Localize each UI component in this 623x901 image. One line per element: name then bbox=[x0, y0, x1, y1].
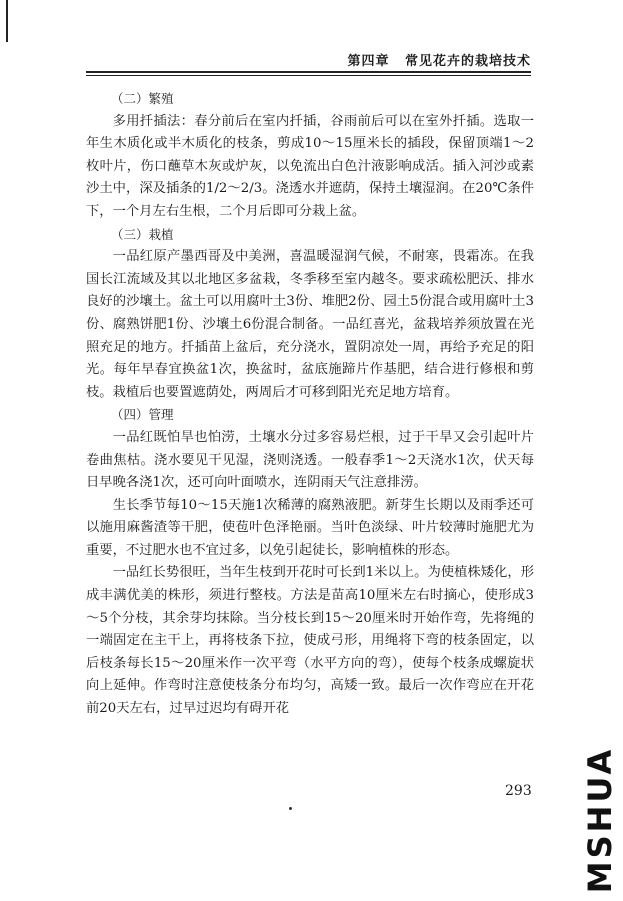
header-rule-thin bbox=[86, 75, 531, 76]
body-text bbox=[86, 88, 534, 721]
header-title: 常见花卉的栽培技术 bbox=[404, 54, 531, 69]
page-number: 293 bbox=[505, 783, 532, 799]
watermark-text: MSHUA bbox=[581, 746, 619, 894]
paragraph: 生长季节每10～15天施1次稀薄的腐熟液肥。新芽生长期以及雨季还可以施用麻酱渣等干肥，使苞叶色泽艳丽。当叶色淡绿、叶片较薄时施肥尤为重要，不过肥水也不宜过多，以免引起徒长，影响植株的形态。 bbox=[86, 497, 534, 558]
paragraph: 多用扦插法：春分前后在室内扦插，谷雨前后可以在室外扦插。选取一年生木质化或半木质化的枝条，剪成10～15厘米长的插段，保留顶端1～2枚叶片，伤口蘸草木灰或炉灰，以免流出白色汁液影响成活。插入河沙或素沙土中，深及插条的1/2～2/3。浇透水并遮荫，保持土壤湿润。在20℃条件下，一个月左右生根，二个月后即可分栽上盆。 bbox=[86, 113, 534, 219]
section-heading-management: （四）管理 bbox=[111, 407, 174, 423]
section-heading-propagation: （二）繁殖 bbox=[111, 91, 174, 106]
paragraph: 一品红原产墨西哥及中美洲，喜温暖湿润气候，不耐寒，畏霜冻。在我国长江流域及其以北地区多盆栽，冬季移至室内越冬。要求疏松肥沃、排水良好的沙壤土。盆土可以用腐叶土3份、堆肥2份、园土5份混合或用腐叶土3份、腐熟饼肥1份、沙壤土6份混合制备。一品红喜光，盆栽培养须放置在光照充足的地方。扦插苗上盆后，充分浇水，置阴凉处一周，再给予充足的阳光。每年早春宜换盆1次，换盆时，盆底施蹄片作基肥，结合进行修根和剪枝。栽植后也要置遮荫处，两周后才可移到阳光充足地方培育。 bbox=[86, 249, 534, 400]
paragraph: 一品红既怕旱也怕涝，土壤水分过多容易烂根，过于干旱又会引起叶片卷曲焦枯。浇水要见干见湿，浇则浇透。一般春季1～2天浇水1次，伏天每日早晚各浇1次，还可向叶面喷水，连阴雨天气注意排涝。 bbox=[86, 429, 534, 491]
watermark bbox=[580, 746, 620, 894]
header-chapter: 第四章 bbox=[347, 54, 390, 69]
print-speck bbox=[289, 807, 292, 810]
running-header bbox=[347, 50, 531, 69]
header-rule bbox=[86, 71, 531, 73]
paragraph: 一品红长势很旺，当年生枝到开花时可长到1米以上。为使植株矮化，形成丰满优美的株形，须进行整枝。方法是苗高10厘米左右时摘心，使形成3～5个分枝，其余芽均抹除。当分枝长到15～20厘米时开始作弯，先将绳的一端固定在主干上，再将枝条下拉，使成弓形，用绳将下弯的枝条固定，以后枝条每长15～20厘米作一次平弯（水平方向的弯），使每个枝条成螺旋状向上延伸。作弯时注意使枝条分布均匀，高矮一致。最后一次作弯应在开花前20天左右，过早过迟均有碍开花 bbox=[86, 565, 534, 717]
binding-mark bbox=[6, 0, 8, 42]
section-heading-planting: （三）栽植 bbox=[111, 226, 174, 242]
